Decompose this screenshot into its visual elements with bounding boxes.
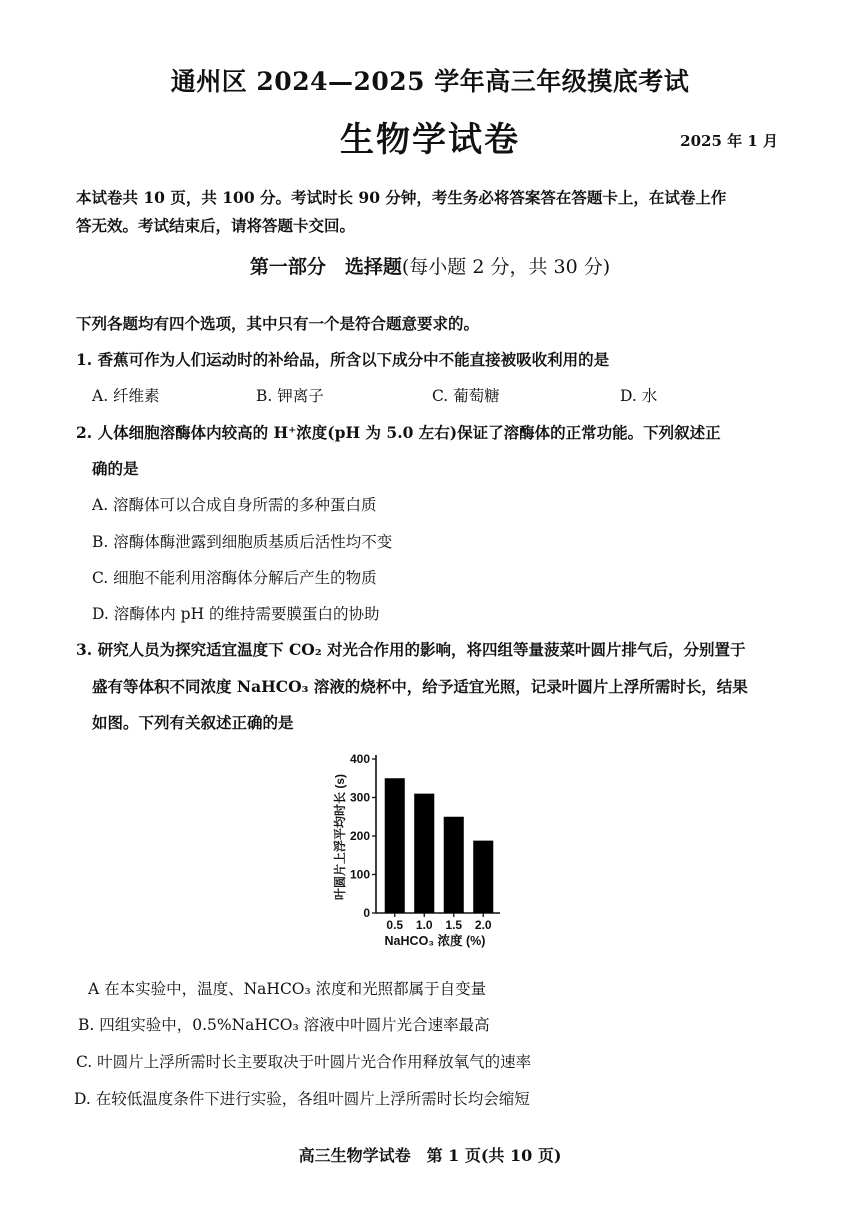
exam-date: 2025 年 1 月	[680, 132, 778, 150]
y-tick-label: 400	[349, 752, 370, 766]
q1-stem: 1. 香蕉可作为人们运动时的补给品，所含以下成分中不能直接被吸收利用的是	[76, 350, 610, 369]
q3-option-a: A 在本实验中，温度、NaHCO₃ 浓度和光照都属于自变量	[88, 980, 487, 998]
q1-option-d: D. 水	[620, 387, 658, 405]
x-tick-label: 1.0	[415, 918, 433, 932]
section-title: 第一部分 选择题	[249, 256, 402, 278]
y-tick-label: 300	[349, 790, 370, 805]
q2-option-c: C. 细胞不能利用溶酶体分解后产生的物质	[92, 569, 377, 587]
q1-option-c: C. 葡萄糖	[432, 387, 500, 405]
q3-option-b: B. 四组实验中，0.5%NaHCO₃ 溶液中叶圆片光合速率最高	[78, 1016, 490, 1034]
y-tick-label: 100	[349, 867, 370, 882]
page-footer: 高三生物学试卷 第 1 页(共 10 页)	[298, 1146, 562, 1165]
bar	[414, 794, 434, 913]
chart-x-axis-label: NaHCO₃ 浓度 (%)	[384, 934, 486, 948]
q3-option-c: C. 叶圆片上浮所需时长主要取决于叶圆片光合作用释放氧气的速率	[76, 1053, 532, 1071]
y-tick-label: 0	[363, 906, 370, 920]
section-heading	[0, 252, 860, 279]
paper-subject: 生物学试卷	[340, 120, 520, 160]
x-tick-label: 1.5	[445, 918, 463, 932]
exam-title: 通州区 2024—2025 学年高三年级摸底考试	[170, 67, 690, 96]
bar	[385, 778, 405, 913]
chart-y-axis-label: 叶圆片上浮平均时长 (s)	[333, 773, 347, 901]
intro-line-1: 本试卷共 10 页，共 100 分。考试时长 90 分钟，考生务必将答案答在答题卡上，在试卷上作	[76, 188, 727, 207]
q2-option-d: D. 溶酶体内 pH 的维持需要膜蛋白的协助	[92, 605, 380, 623]
y-tick-label: 200	[349, 829, 370, 843]
bar	[473, 841, 493, 913]
x-tick-label: 0.5	[386, 918, 404, 932]
bar-chart	[330, 745, 530, 960]
q2-option-b: B. 溶酶体酶泄露到细胞质基质后活性均不变	[92, 533, 393, 551]
bar	[444, 817, 464, 913]
q1-option-b: B. 钾离子	[256, 387, 324, 405]
q3-option-d: D. 在较低温度条件下进行实验，各组叶圆片上浮所需时长均会缩短	[74, 1090, 530, 1108]
q3-stem-line-1: 3. 研究人员为探究适宜温度下 CO₂ 对光合作用的影响，将四组等量菠菜叶圆片排气后，分别置于	[76, 640, 746, 659]
q1-option-a: A. 纤维素	[92, 387, 160, 405]
instruction: 下列各题均有四个选项，其中只有一个是符合题意要求的。	[76, 314, 480, 333]
q2-stem-line-1: 2. 人体细胞溶酶体内较高的 H⁺浓度(pH 为 5.0 左右)保证了溶酶体的正常功能。下列叙述正	[76, 423, 721, 442]
section-note: (每小题 2 分，共 30 分)	[401, 256, 611, 278]
x-tick-label: 2.0	[474, 918, 492, 932]
q2-stem-line-2: 确的是	[92, 459, 139, 478]
q2-option-a: A. 溶酶体可以合成自身所需的多种蛋白质	[92, 496, 377, 514]
q3-stem-line-3: 如图。下列有关叙述正确的是	[92, 713, 294, 732]
q3-stem-line-2: 盛有等体积不同浓度 NaHCO₃ 溶液的烧杯中，给予适宜光照，记录叶圆片上浮所需时长，结果	[92, 677, 748, 696]
intro-line-2: 答无效。考试结束后，请将答题卡交回。	[76, 216, 356, 235]
